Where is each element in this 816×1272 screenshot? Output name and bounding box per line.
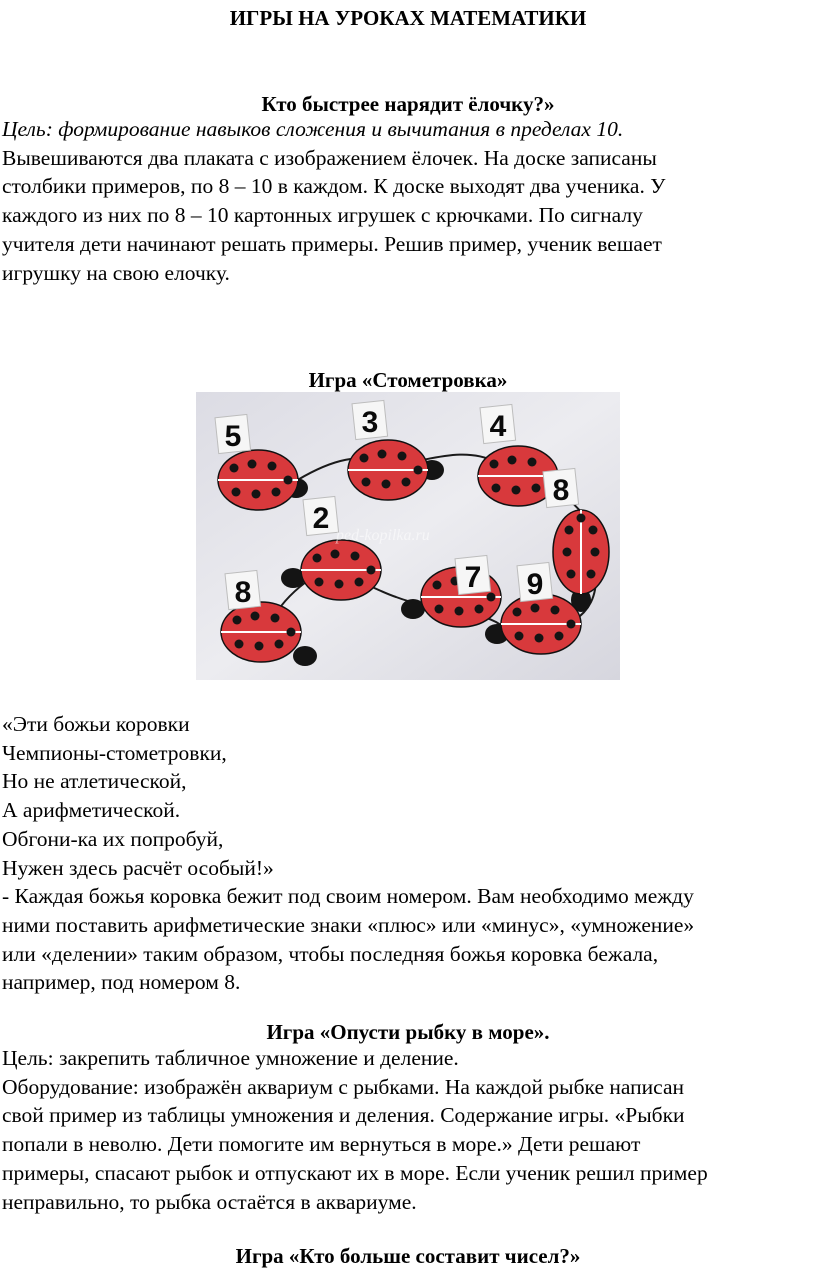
ladybug-spot [351, 552, 360, 561]
ladybug-spot [555, 632, 564, 641]
ladybug-spot [235, 640, 244, 649]
ladybug-spot [577, 514, 586, 523]
game1-line: учителя дети начинают решать примеры. Решив пример, ученик вешает [2, 231, 662, 256]
ladybug-spot [252, 490, 261, 499]
ladybug-spot [508, 456, 517, 465]
ladybug-spot [414, 466, 423, 475]
ladybug-spot [515, 632, 524, 641]
ladybug-spot [587, 570, 596, 579]
number-card [517, 562, 553, 601]
main-title: ИГРЫ НА УРОКАХ МАТЕМАТИКИ [229, 6, 587, 30]
ladybug-spot [591, 548, 600, 557]
game4-title: Игра «Кто больше составит чисел?» [235, 1244, 581, 1268]
ladybug-spot [435, 605, 444, 614]
ladybug-spot [512, 486, 521, 495]
ladybug-spot [565, 526, 574, 535]
ladybug-spot [275, 640, 284, 649]
poem-line: Но не атлетической, [2, 769, 187, 794]
poem [2, 710, 810, 997]
number-card [480, 404, 516, 443]
game3-line: примеры, спасают рыбок и отпускают их в море. Если ученик решил пример [2, 1160, 708, 1185]
ladybug-spot [567, 620, 576, 629]
ladybug-spot [531, 604, 540, 613]
game2-line: или «делении» таким образом, чтобы последняя божья коровка бежала, [2, 941, 659, 966]
ladybug-spot [331, 550, 340, 559]
ladybug-spot [398, 452, 407, 461]
number-card [215, 414, 251, 453]
ladybug-number: 8 [234, 576, 252, 609]
game1-line: игрушку на свою елочку. [2, 260, 230, 285]
game2-line: ними поставить арифметические знаки «плюс» или «минус», «умножение» [2, 912, 695, 937]
ladybug-number: 8 [552, 474, 570, 507]
number-card [303, 496, 339, 535]
game1-title: Кто быстрее нарядит ёлочку?» [261, 92, 555, 116]
game1-goal: Цель: формирование навыков сложения и вычитания в пределах 10. [2, 117, 624, 141]
ladybugs-photo [196, 392, 620, 680]
ladybug-spot [271, 614, 280, 623]
ladybug-spot [248, 460, 257, 469]
ladybug-spot [567, 570, 576, 579]
game3-line: попали в неволю. Дети помогите им вернуться в море.» Дети решают [2, 1132, 641, 1157]
ladybug-spot [232, 488, 241, 497]
poem-line: «Эти божьи коровки [2, 712, 190, 736]
ladybug-spot [455, 607, 464, 616]
ladybug-spot [535, 634, 544, 643]
ladybug-spot [255, 642, 264, 651]
ladybug-spot [284, 476, 293, 485]
ladybugs-illustration [196, 392, 620, 680]
ladybug-spot [492, 484, 501, 493]
ladybug-spot [402, 478, 411, 487]
ladybug-head [293, 646, 317, 666]
ladybug-spot [378, 450, 387, 459]
game3-line: Оборудование: изображён аквариум с рыбками. На каждой рыбке написан [2, 1074, 685, 1099]
ladybug-number: 9 [526, 568, 544, 601]
ladybug-number: 4 [489, 410, 507, 443]
ladybug-spot [355, 578, 364, 587]
game2-line: например, под номером 8. [2, 970, 241, 995]
number-card [225, 570, 261, 609]
ladybug-spot [360, 454, 369, 463]
ladybug-spot [490, 460, 499, 469]
ladybug-number: 3 [361, 406, 379, 439]
game1-line: столбики примеров, по 8 – 10 в каждом. К доске выходят два ученика. У [2, 174, 666, 199]
poem-line: Чемпионы-стометровки, [2, 740, 227, 765]
ladybug-spot [233, 616, 242, 625]
ladybug-spot [362, 478, 371, 487]
game1-body [2, 115, 810, 287]
ladybug-spot [287, 628, 296, 637]
ladybug-spot [272, 488, 281, 497]
ladybug-number: 7 [464, 561, 482, 594]
poem-line: А арифметической. [2, 798, 181, 823]
game3-line: свой пример из таблицы умножения и деления. Содержание игры. «Рыбки [2, 1103, 685, 1128]
ladybug-spot [367, 566, 376, 575]
ladybug-spot [532, 484, 541, 493]
game2-title: Игра «Стометровка» [308, 368, 508, 392]
poem-line: Обгони-ка их попробуй, [2, 826, 224, 851]
game3-body [2, 1044, 810, 1216]
game2-line: - Каждая божья коровка бежит под своим номером. Вам необходимо между [2, 884, 694, 909]
ladybug-spot [313, 554, 322, 563]
ladybug-spot [268, 462, 277, 471]
ladybug-spot [513, 608, 522, 617]
ladybug-spot [563, 548, 572, 557]
poem-line: Нужен здесь расчёт особый!» [2, 855, 274, 880]
number-card [455, 555, 491, 594]
game1-line: каждого из них по 8 – 10 картонных игрушек с крючками. По сигналу [2, 203, 643, 228]
game3-line: неправильно, то рыбка остаётся в аквариуме. [2, 1189, 417, 1214]
game3-title: Игра «Опусти рыбку в море». [266, 1020, 550, 1044]
ladybug-spot [589, 526, 598, 535]
watermark-text: ped-kopilka.ru [336, 527, 430, 544]
ladybug-spot [251, 612, 260, 621]
ladybug-number: 5 [224, 420, 242, 453]
ladybug-number: 2 [312, 502, 330, 535]
number-card [352, 400, 388, 439]
ladybug-spot [475, 605, 484, 614]
number-card [543, 468, 579, 507]
game3-line: Цель: закрепить табличное умножение и деление. [2, 1046, 459, 1070]
ladybug-spot [433, 581, 442, 590]
game1-line: Вывешиваются два плаката с изображением ёлочек. На доске записаны [2, 145, 657, 170]
ladybug-spot [335, 580, 344, 589]
ladybug-spot [230, 464, 239, 473]
ladybug-spot [528, 458, 537, 467]
ladybug-spot [382, 480, 391, 489]
ladybug-spot [487, 593, 496, 602]
ladybug-spot [551, 606, 560, 615]
ladybug-spot [315, 578, 324, 587]
